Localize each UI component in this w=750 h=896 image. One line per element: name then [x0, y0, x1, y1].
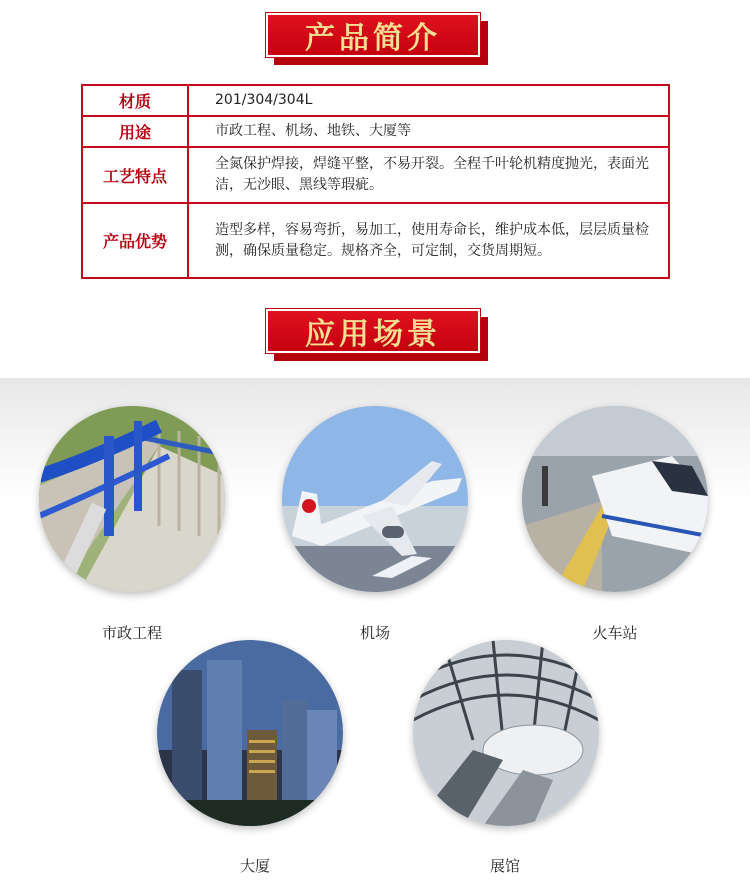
spec-key: 产品优势 — [82, 203, 188, 278]
spec-value: 全氮保护焊接，焊缝平整，不易开裂。全程千叶轮机精度抛光，表面光洁，无沙眼、黑线等瑕疵。 — [188, 147, 669, 203]
section-title: 应用场景 — [305, 317, 441, 352]
table-row — [82, 147, 669, 203]
section-banner-application — [266, 309, 484, 355]
table-row — [82, 116, 669, 147]
scene-caption: 市政工程 — [101, 624, 162, 642]
scene-caption: 展馆 — [489, 857, 520, 875]
spec-value: 201/304/304L — [188, 85, 669, 116]
table-row — [82, 85, 669, 116]
spec-value: 造型多样，容易弯折，易加工，使用寿命长，维护成本低，层层质量检测，确保质量稳定。规格齐全，可定制，交货周期短。 — [188, 203, 669, 278]
exhibition-hall-photo — [413, 640, 599, 826]
scene-caption: 火车站 — [592, 624, 638, 642]
bullet-train-photo — [522, 406, 708, 592]
banner-face — [266, 13, 480, 57]
banner-face — [266, 309, 480, 353]
section-title: 产品简介 — [305, 21, 441, 56]
spec-key: 工艺特点 — [82, 147, 188, 203]
skyscraper-city-photo — [157, 640, 343, 826]
table-row — [82, 203, 669, 278]
airplane-photo — [282, 406, 468, 592]
spec-value: 市政工程、机场、地铁、大厦等 — [188, 116, 669, 147]
spec-key: 用途 — [82, 116, 188, 147]
scene-caption: 机场 — [359, 624, 390, 642]
spec-table — [81, 84, 670, 279]
railing-bridge-photo — [39, 406, 225, 592]
spec-key: 材质 — [82, 85, 188, 116]
section-banner-product-intro — [266, 13, 484, 59]
scene-caption: 大厦 — [239, 857, 270, 875]
